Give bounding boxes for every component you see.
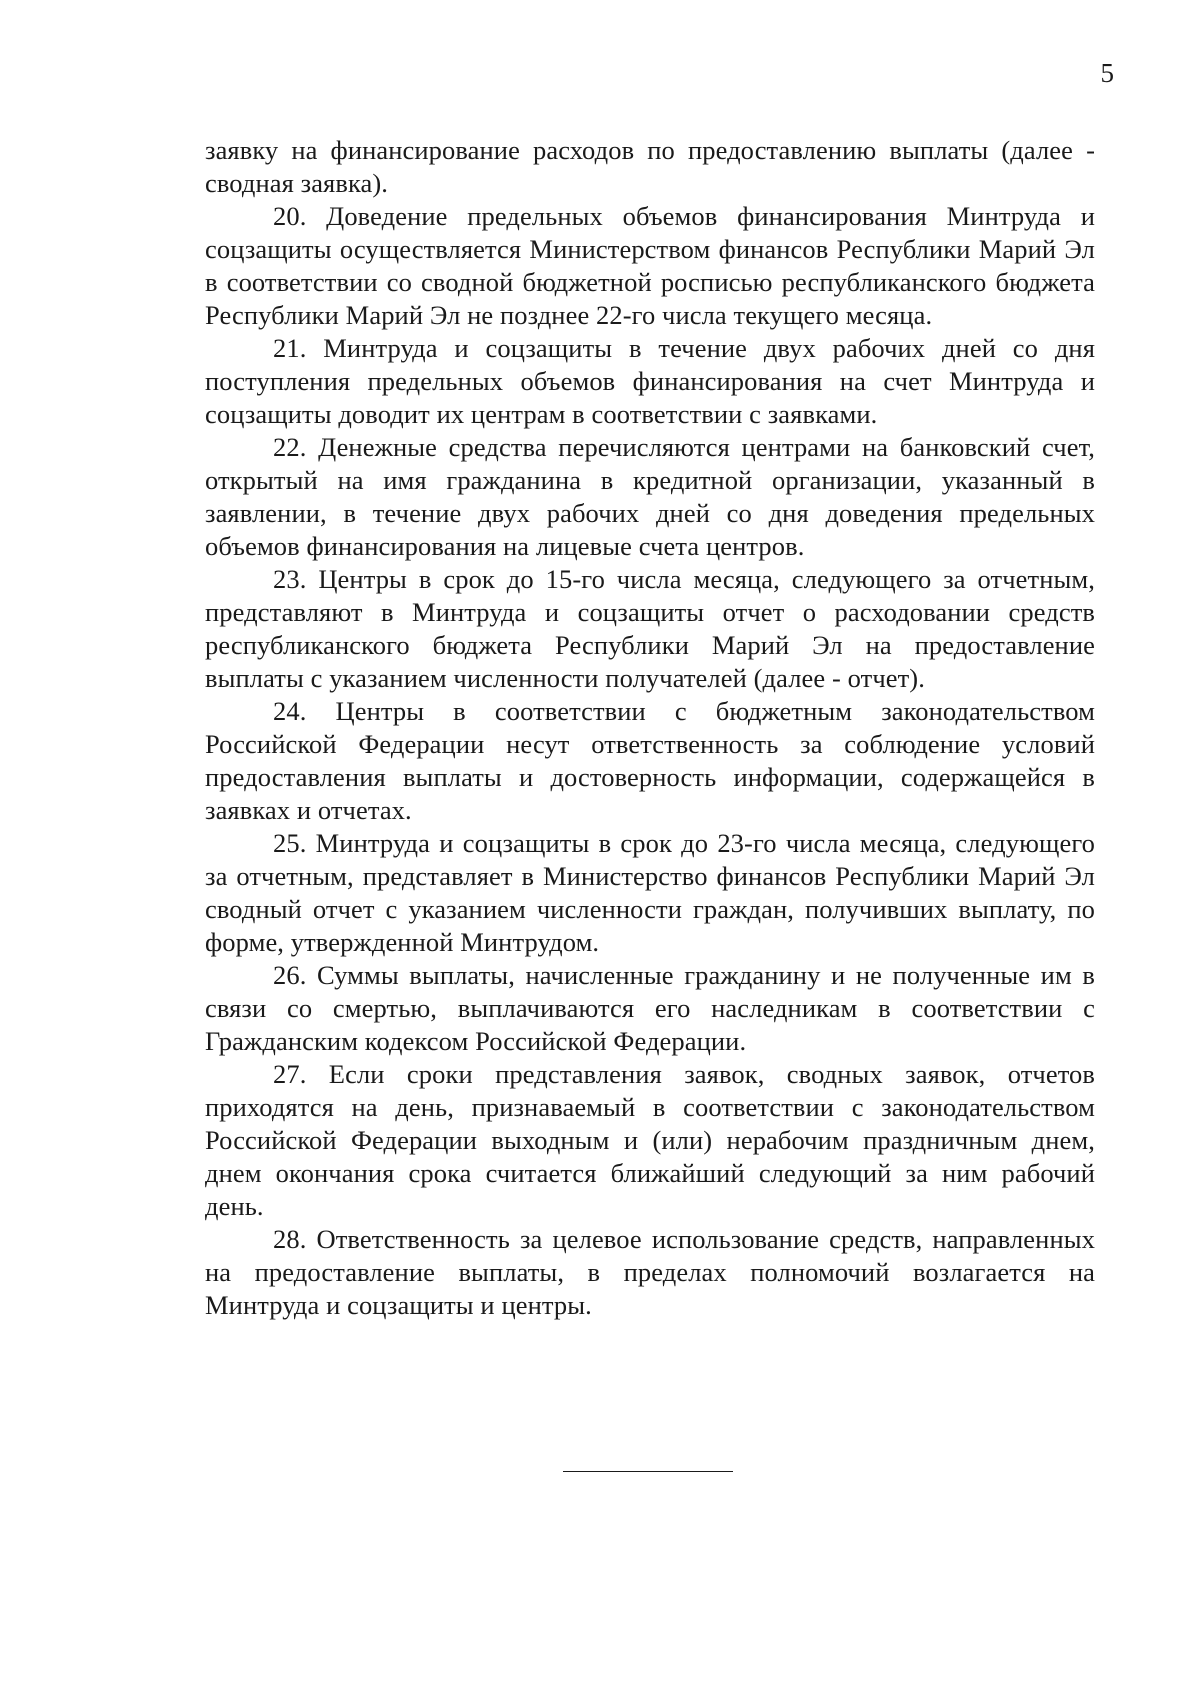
- paragraph-continuation: заявку на финансирование расходов по предоставлению выплаты (далее - сводная заявка).: [205, 135, 1095, 198]
- paragraph-25: 25. Минтруда и соцзащиты в срок до 23-го числа месяца, следующего за отчетным, представляет в Министерство финансов Республики Марий Эл сводный отчет с указанием численности граждан, получивших выплату, по форме, утвержденной Минтрудом.: [205, 828, 1095, 957]
- paragraph-23: 23. Центры в срок до 15-го числа месяца, следующего за отчетным, представляют в Минтруда и соцзащиты отчет о расходовании средств республиканского бюджета Республики Марий Эл на предоставление выплаты с указанием численности получателей (далее - отчет).: [205, 564, 1095, 693]
- paragraph-20: 20. Доведение предельных объемов финансирования Минтруда и соцзащиты осуществляется Министерством финансов Республики Марий Эл в соответствии со сводной бюджетной росписью республиканского бюджета Республики Марий Эл не позднее 22-го числа текущего месяца.: [205, 201, 1095, 330]
- paragraph-27: 27. Если сроки представления заявок, сводных заявок, отчетов приходятся на день, признаваемый в соответствии с законодательством Российской Федерации выходным и (или) нерабочим праздничным днем, днем окончания срока считается ближайший следующий за ним рабочий день.: [205, 1059, 1095, 1221]
- paragraph-28: 28. Ответственность за целевое использование средств, направленных на предоставление выплаты, в пределах полномочий возлагается на Минтруда и соцзащиты и центры.: [205, 1224, 1095, 1320]
- page-number: 5: [1100, 58, 1114, 88]
- end-of-document-rule: [563, 1471, 733, 1472]
- paragraph-26: 26. Суммы выплаты, начисленные гражданину и не полученные им в связи со смертью, выплачиваются его наследникам в соответствии с Гражданским кодексом Российской Федерации.: [205, 960, 1095, 1056]
- paragraph-21: 21. Минтруда и соцзащиты в течение двух рабочих дней со дня поступления предельных объемов финансирования на счет Минтруда и соцзащиты доводит их центрам в соответствии с заявками.: [205, 333, 1095, 429]
- paragraph-24: 24. Центры в соответствии с бюджетным законодательством Российской Федерации несут ответственность за соблюдение условий предоставления выплаты и достоверность информации, содержащейся в заявках и отчетах.: [205, 696, 1095, 825]
- paragraph-22: 22. Денежные средства перечисляются центрами на банковский счет, открытый на имя гражданина в кредитной организации, указанный в заявлении, в течение двух рабочих дней со дня доведения предельных объемов финансирования на лицевые счета центров.: [205, 432, 1095, 561]
- document-body: [205, 134, 1095, 1322]
